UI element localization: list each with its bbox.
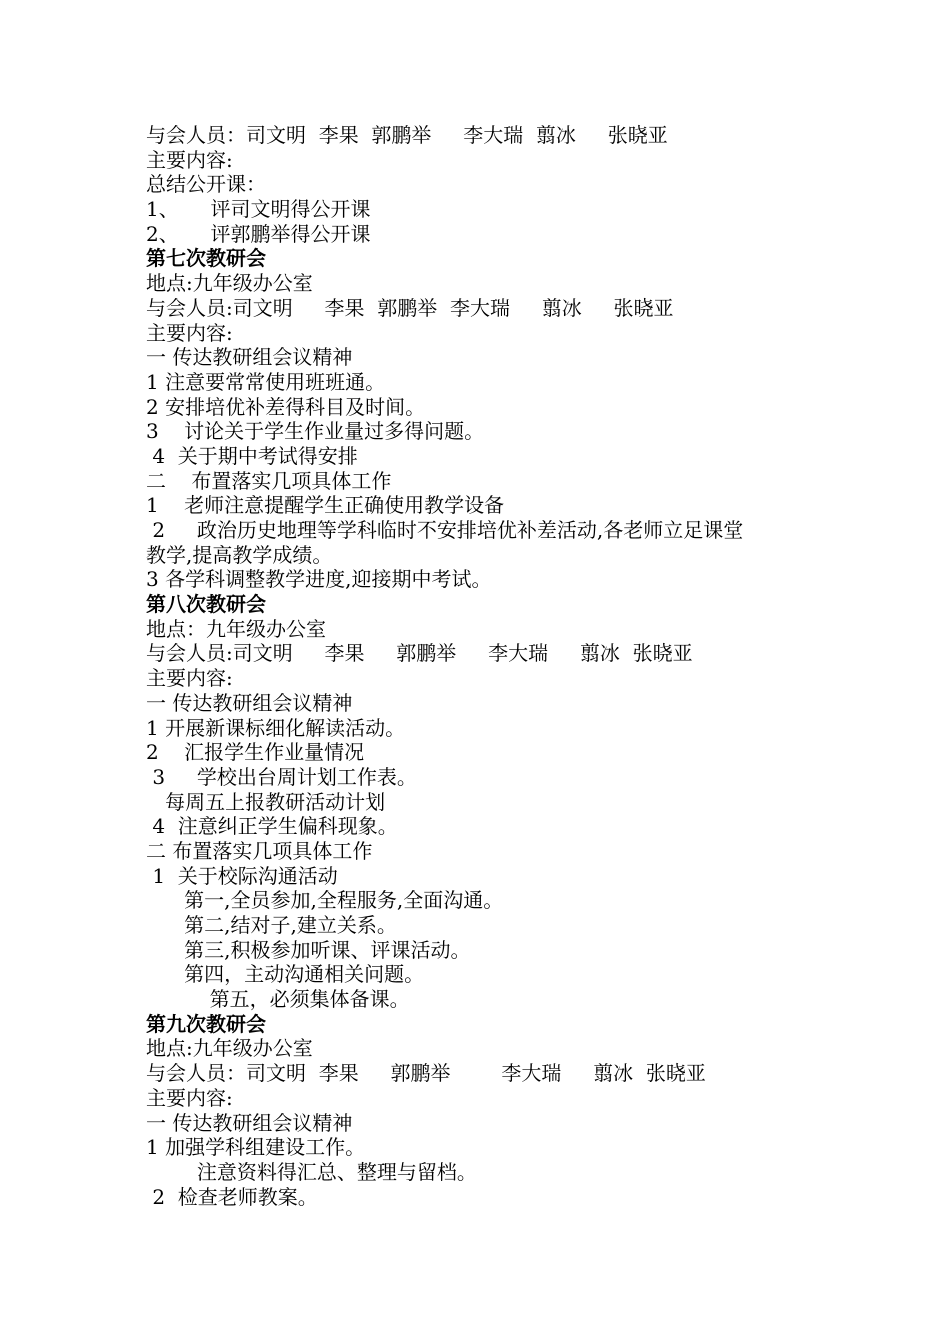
text-line: 第一,全员参加,全程服务,全面沟通。 (146, 888, 504, 913)
text-line: 1 开展新课标细化解读活动。 (146, 715, 406, 740)
text-line: 2 检查老师教案。 (146, 1184, 318, 1209)
text-line: 教学,提高教学成绩。 (146, 542, 333, 567)
text-line: 3 学校出台周计划工作表。 (146, 764, 417, 789)
text-line: 第三,积极参加听课、评课活动。 (146, 937, 471, 962)
text-line: 4 关于期中考试得安排 (146, 443, 358, 468)
text-line: 二 布置落实几项具体工作 (146, 838, 373, 863)
text-line: 1 加强学科组建设工作。 (146, 1135, 366, 1160)
text-line: 2、 评郭鹏举得公开课 (146, 221, 371, 246)
text-line: 主要内容: (146, 666, 233, 691)
text-line: 4 注意纠正学生偏科现象。 (146, 814, 398, 839)
text-line: 与会人员:司文明 李果 郭鹏举 李大瑞 翦冰 张晓亚 (146, 641, 693, 666)
text-line: 总结公开课： (146, 172, 266, 197)
text-line: 注意资料得汇总、整理与留档。 (146, 1159, 477, 1184)
section-heading: 第七次教研会 (146, 246, 266, 271)
text-line: 2 安排培优补差得科目及时间。 (146, 394, 426, 419)
text-line: 地点：九年级办公室 (146, 616, 326, 641)
text-line: 与会人员：司文明 李果 郭鹏举 李大瑞 翦冰 张晓亚 (146, 1061, 706, 1086)
text-line: 主要内容: (146, 1085, 233, 1110)
text-line: 1 注意要常常使用班班通。 (146, 369, 386, 394)
text-line: 2 汇报学生作业量情况 (146, 740, 365, 765)
text-line: 1、 评司文明得公开课 (146, 197, 371, 222)
section-heading: 第九次教研会 (146, 1011, 266, 1036)
text-line: 第四，主动沟通相关问题。 (146, 962, 425, 987)
text-line: 第二,结对子,建立关系。 (146, 913, 397, 937)
text-line: 一 传达教研组会议精神 (146, 690, 353, 715)
text-line: 2 政治历史地理等学科临时不安排培优补差活动,各老师立足课堂 (146, 518, 744, 542)
text-line: 二 布置落实几项具体工作 (146, 468, 392, 493)
text-line: 地点:九年级办公室 (146, 1036, 313, 1061)
text-line: 一 传达教研组会议精神 (146, 345, 353, 370)
text-line: 3 各学科调整教学进度,迎接期中考试。 (146, 567, 492, 592)
text-line: 主要内容: (146, 320, 233, 345)
text-line: 1 关于校际沟通活动 (146, 863, 338, 888)
text-line: 每周五上报教研活动计划 (146, 789, 386, 814)
text-line: 与会人员：司文明 李果 郭鹏举 李大瑞 翦冰 张晓亚 (146, 123, 668, 147)
text-line: 与会人员:司文明 李果 郭鹏举 李大瑞 翦冰 张晓亚 (146, 295, 674, 320)
text-line: 地点:九年级办公室 (146, 271, 313, 296)
text-line: 一 传达教研组会议精神 (146, 1110, 353, 1135)
document-body (146, 123, 826, 1209)
text-line: 3 讨论关于学生作业量过多得问题。 (146, 419, 485, 444)
text-line: 1 老师注意提醒学生正确使用教学设备 (146, 493, 505, 518)
section-heading: 第八次教研会 (146, 592, 266, 617)
text-line: 第五，必须集体备课。 (146, 987, 410, 1012)
text-line: 主要内容: (146, 147, 233, 172)
